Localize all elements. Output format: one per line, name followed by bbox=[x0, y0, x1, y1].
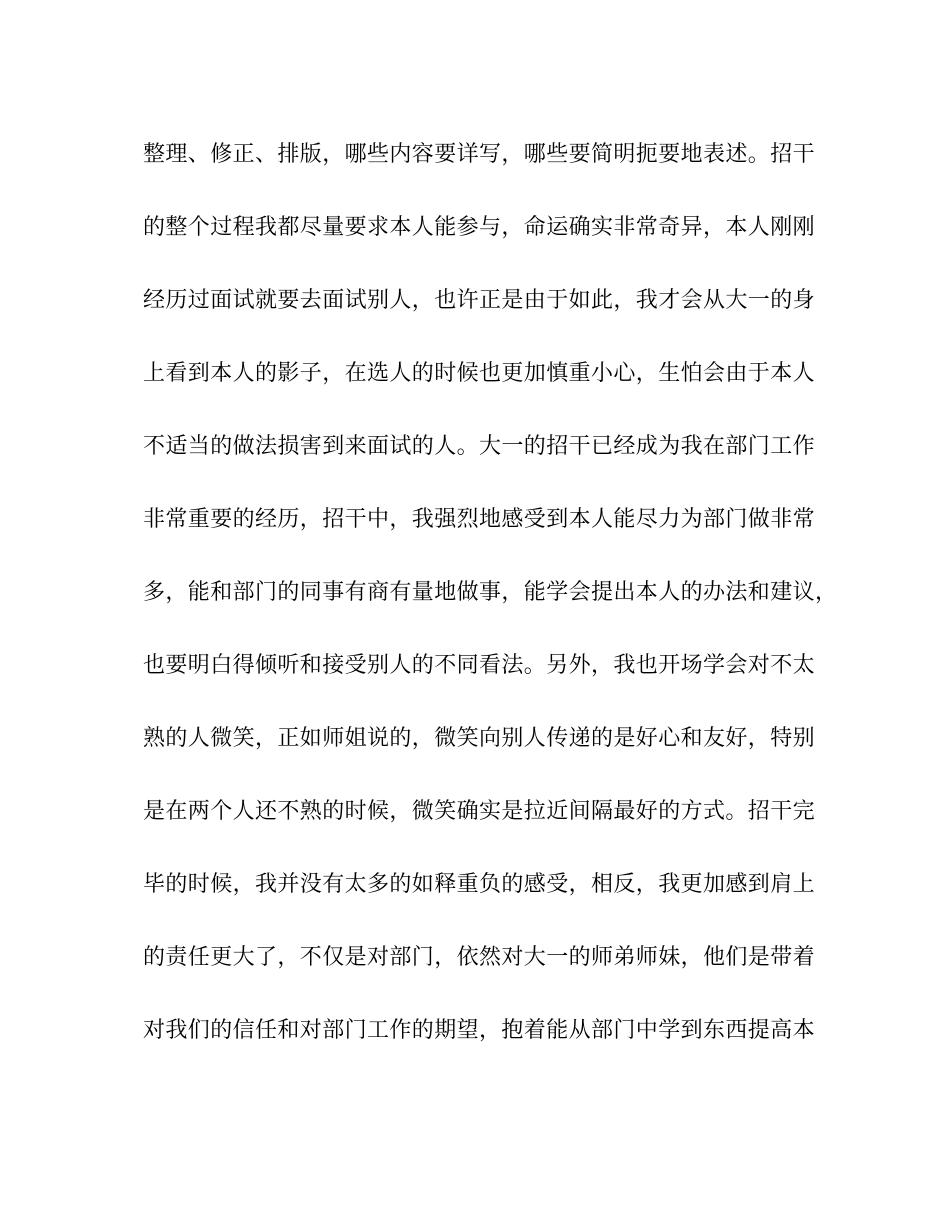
text-line-7: 多，能和部门的同事有商有量地做事，能学会提出本人的办法和建议， bbox=[143, 580, 838, 605]
text-line-10: 是在两个人还不熟的时候，微笑确实是拉近间隔最好的方式。招干完 bbox=[143, 799, 816, 824]
text-line-2: 的整个过程我都尽量要求本人能参与，命运确实非常奇异，本人刚刚 bbox=[143, 215, 816, 240]
text-line-5: 不适当的做法损害到来面试的人。大一的招干已经成为我在部门工作 bbox=[143, 434, 816, 459]
text-line-9: 熟的人微笑，正如师姐说的，微笑向别人传递的是好心和友好，特别 bbox=[143, 726, 816, 751]
text-line-11: 毕的时候，我并没有太多的如释重负的感受，相反，我更加感到肩上 bbox=[143, 872, 816, 897]
text-line-13: 对我们的信任和对部门工作的期望，抱着能从部门中学到东西提高本 bbox=[143, 1018, 816, 1043]
text-line-6: 非常重要的经历，招干中，我强烈地感受到本人能尽力为部门做非常 bbox=[143, 507, 816, 532]
text-line-3: 经历过面试就要去面试别人，也许正是由于如此，我才会从大一的身 bbox=[143, 288, 816, 313]
text-line-1: 整理、修正、排版，哪些内容要详写，哪些要简明扼要地表述。招干 bbox=[143, 142, 816, 167]
text-line-4: 上看到本人的影子，在选人的时候也更加慎重小心，生怕会由于本人 bbox=[143, 361, 816, 386]
text-line-12: 的责任更大了，不仅是对部门，依然对大一的师弟师妹，他们是带着 bbox=[143, 945, 816, 970]
text-line-8: 也要明白得倾听和接受别人的不同看法。另外，我也开场学会对不太 bbox=[143, 653, 816, 678]
